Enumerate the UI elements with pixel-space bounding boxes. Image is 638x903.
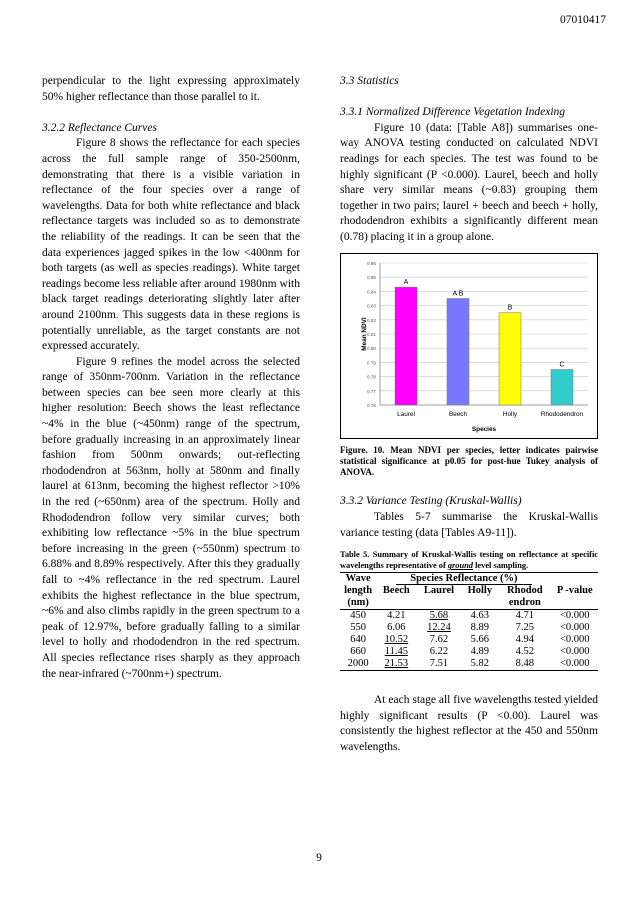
right-paragraph-1: Figure 10 (data: [Table A8]) summarises one-way ANOVA testing conducted on calculated NDVI readings for each species. The test was found to be highly significant (P <0.000). Laurel, beech and holly share very similar means (~0.83) grouping them together in two pairs; laurel + beech and beech + holly, rhododendron exhibits a significantly different mean (0.78) placing it in a group alone.: [340, 121, 598, 243]
left-paragraph-1: perpendicular to the light expressing approximately 50% higher reflectance than those parallel to it.: [42, 75, 300, 103]
x-axis-title: Species: [471, 425, 497, 433]
header-laurel: Laurel: [423, 585, 455, 597]
y-tick-label: 0.82: [367, 317, 376, 323]
section-heading-3-2-2: 3.2.2 Reflectance Curves: [42, 121, 157, 134]
table-row: 550 6.06 12.24 8.89 7.25 <0.000: [350, 622, 590, 634]
group-letter: C: [559, 361, 565, 369]
y-tick-label: 0.76: [367, 402, 376, 408]
header-beech: Beech: [382, 585, 410, 597]
left-paragraph-3: Figure 9 refines the model across the selected range of 350nm-700nm. Variation in the reflectance between species can bee seen more clearly at this higher resolution: Beech shows the least reflectance ~4% in the blue (~450nm) range of the spectrum, before gradually increasing in an approximately linear fashion from 500nm onwards; out-reflecting rhododendron at 563nm, holly at 580nm and finally laurel at 613nm, becoming the highest reflector >10% in the red (~650nm) area of the spectrum. Holly and Rhododendron follow very similar curves; both exhibiting low reflectance ~5% in the blue spectrum before increasing in the green (~550nm) spectrum to 6.88% and 8.89% respectively. After this they gradually fall to ~4% reflectance in the red spectrum. Laurel exhibits the highest reflectance in the blue spectrum, ~6% and also climbs rapidly in the green spectrum to a peak of 12.97%, before gradually falling to a similar level to holly and rhododendron in the red spectrum. All species reflectance rises sharply as they approach the near-infrared (~700nm+) spectrum.: [42, 355, 300, 680]
right-column: [340, 74, 598, 756]
bar-laurel: [395, 287, 417, 405]
header-holly: Holly: [467, 585, 493, 597]
page-number: 9: [316, 852, 322, 864]
group-letter: A B: [452, 290, 464, 298]
left-paragraph-2: Figure 8 shows the reflectance for each species across the full sample range of 350-2500nm, demonstrating that there is a visible variation in reflectance of the four species over a range of wavelengths. Data for both white reflectance and black reflectance targets was included so as to demonstrate the reliability of the readings. It can be seen that the data experiences jagged spikes in the low <400nm for both targets (as well as species readings). White target readings become less reliable after around 1980nm with black target readings deteriorating slightly later after around 2100nm. This suggests data in these regions is potentially unreliable, as the target constants are not expressed accurately.: [42, 137, 300, 353]
header-rhodo-1: Rhodod: [507, 585, 543, 597]
document-number: 07010417: [560, 14, 606, 26]
y-tick-label: 0.84: [367, 288, 376, 294]
y-tick-label: 0.80: [367, 345, 376, 351]
x-tick-label: Holly: [502, 410, 518, 418]
x-tick-label: Rhododendron: [540, 410, 584, 418]
y-tick-label: 0.77: [367, 388, 376, 394]
figure-10-caption: Figure. 10. Mean NDVI per species, letter indicates pairwise statistical significance at p0.05 for post-hue Tukey analysis of ANOVA.: [340, 444, 598, 478]
y-tick-label: 0.81: [367, 331, 376, 337]
header-length: length: [344, 585, 373, 597]
header-nm: (nm): [347, 597, 369, 609]
section-heading-3-3-1: 3.3.1 Normalized Difference Vegetation Indexing: [340, 106, 566, 119]
y-tick-label: 0.85: [367, 274, 376, 280]
y-tick-label: 0.78: [367, 374, 376, 380]
y-tick-label: 0.79: [367, 359, 376, 365]
bar-rhododendron: [551, 369, 573, 405]
y-tick-label: 0.86: [367, 260, 376, 266]
header-p-value: P -value: [556, 585, 593, 597]
section-heading-3-3-2: 3.3.2 Variance Testing (Kruskal-Wallis): [340, 495, 522, 508]
x-tick-label: Laurel: [397, 410, 415, 418]
header-species-reflectance: Species Reflectance (%): [376, 573, 551, 586]
table-row: 2000 21.53 7.51 5.82 8.48 <0.000: [340, 658, 598, 671]
table-row: 660 11.45 6.22 4.89 4.52 <0.000: [350, 646, 590, 658]
group-letter: A: [403, 278, 409, 286]
right-paragraph-3: At each stage all five wavelengths tested yielded highly significant results (P <0.00). Laurel was consistently the highest reflector at the 450 and 550nm wavelengths.: [340, 694, 598, 753]
x-tick-label: Beech: [448, 410, 468, 418]
table-row: 640 10.52 7.62 5.66 4.94 <0.000: [350, 634, 590, 646]
ndvi-figure: [340, 253, 598, 439]
header-wave: Wave: [345, 573, 371, 585]
table-5-caption: Table 5. Summary of Kruskal-Wallis testing on reflectance at specific wavelengths representative of ground level sampling.: [340, 550, 598, 571]
header-rhodo-2: endron: [508, 597, 541, 609]
table-row: 450 4.21 5.68 4.63 4.71 <0.000: [350, 610, 590, 622]
y-axis-title: Mean NDVI: [361, 316, 368, 351]
bar-beech: [447, 298, 469, 405]
bar-holly: [499, 312, 521, 404]
left-column: [42, 74, 300, 682]
group-letter: B: [507, 304, 513, 312]
kruskal-wallis-table: [340, 572, 598, 671]
right-paragraph-2: Tables 5-7 summarise the Kruskal-Wallis variance testing (data [Tables A9-11]).: [340, 510, 598, 539]
section-heading-3-3: 3.3 Statistics: [340, 75, 399, 87]
y-tick-label: 0.83: [367, 303, 376, 309]
ndvi-bar-chart: [340, 253, 598, 439]
